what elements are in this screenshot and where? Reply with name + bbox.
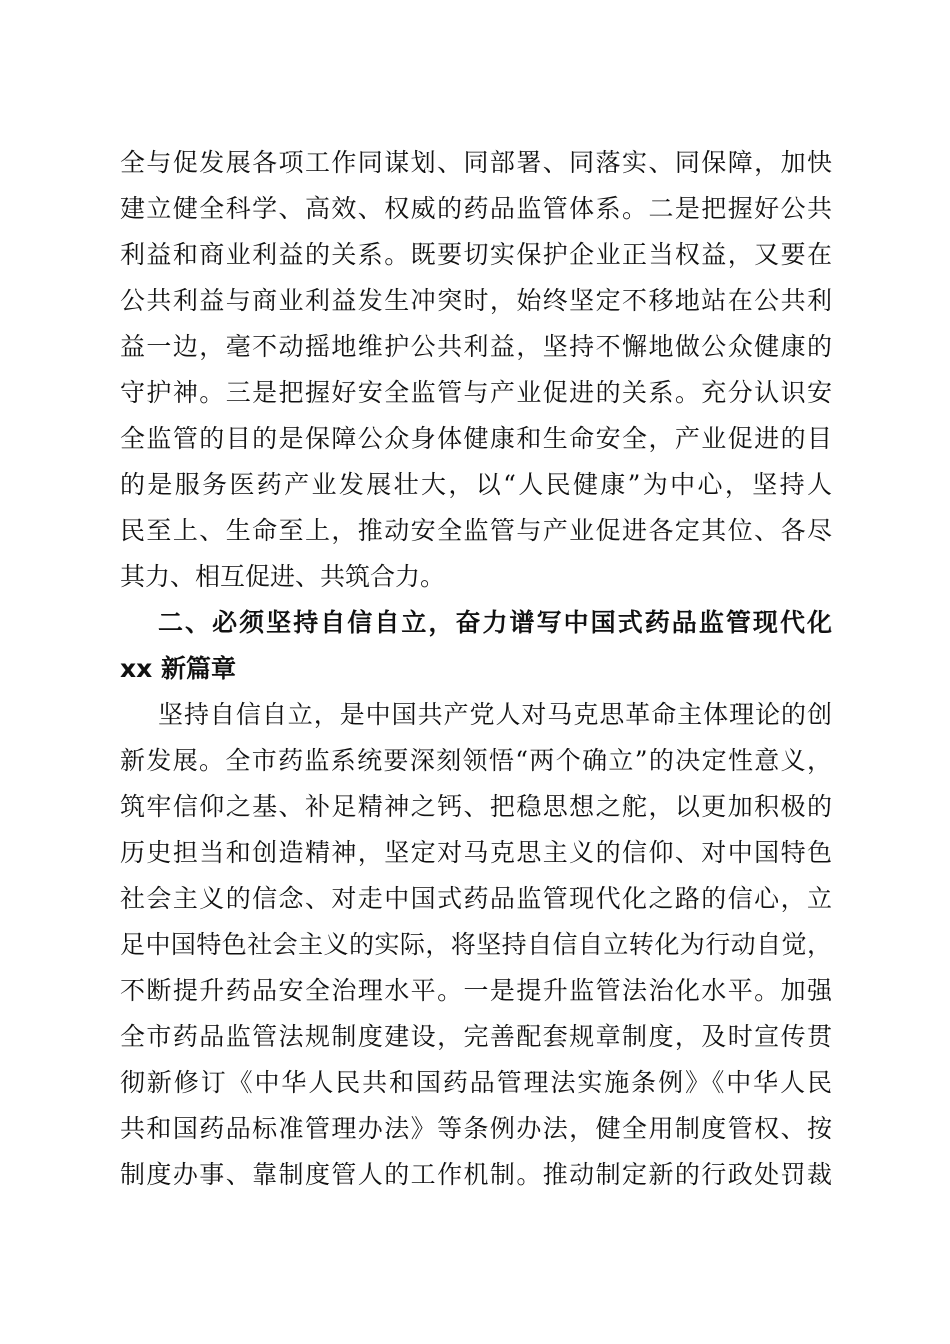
paragraph-2-line-11: 制度办事、靠制度管人的工作机制。推动制定新的行政处罚裁: [120, 1160, 832, 1189]
paragraph-2-line-3: 筑牢信仰之基、补足精神之钙、把稳思想之舵，以更加积极的: [120, 792, 832, 821]
paragraph-2-line-1: 坚持自信自立，是中国共产党人对马克思革命主体理论的创: [158, 700, 832, 729]
paragraph-1-line-2: 建立健全科学、高效、权威的药品监管体系。二是把握好公共: [120, 194, 832, 223]
paragraph-2-line-10: 共和国药品标准管理办法》等条例办法，健全用制度管权、按: [120, 1114, 832, 1143]
paragraph-2-line-6: 足中国特色社会主义的实际，将坚持自信自立转化为行动自觉，: [120, 930, 832, 959]
paragraph-2-line-9: 彻新修订《中华人民共和国药品管理法实施条例》《中华人民: [120, 1068, 832, 1097]
paragraph-1-line-9: 民至上、生命至上，推动安全监管与产业促进各定其位、各尽: [120, 516, 832, 545]
paragraph-1-line-8: 的是服务医药产业发展壮大，以“人民健康”为中心，坚持人: [120, 470, 832, 499]
section-heading-line-2: xx 新篇章: [120, 654, 236, 683]
paragraph-1-line-5: 益一边，毫不动摇地维护公共利益，坚持不懈地做公众健康的: [120, 332, 832, 361]
paragraph-1-line-4: 公共利益与商业利益发生冲突时，始终坚定不移地站在公共利: [120, 286, 832, 315]
paragraph-2-line-7: 不断提升药品安全治理水平。一是提升监管法治化水平。加强: [120, 976, 832, 1005]
paragraph-2-line-8: 全市药品监管法规制度建设，完善配套规章制度，及时宣传贯: [120, 1022, 832, 1051]
paragraph-1-line-3: 利益和商业利益的关系。既要切实保护企业正当权益，又要在: [120, 240, 832, 269]
paragraph-1-line-6: 守护神。三是把握好安全监管与产业促进的关系。充分认识安: [120, 378, 832, 407]
paragraph-1-line-1: 全与促发展各项工作同谋划、同部署、同落实、同保障，加快: [120, 148, 832, 177]
paragraph-2-line-2: 新发展。全市药监系统要深刻领悟“两个确立”的决定性意义，: [120, 746, 832, 775]
paragraph-2-line-4: 历史担当和创造精神，坚定对马克思主义的信仰、对中国特色: [120, 838, 832, 867]
paragraph-1-line-10: 其力、相互促进、共筑合力。: [120, 562, 446, 591]
paragraph-2-line-5: 社会主义的信念、对走中国式药品监管现代化之路的信心，立: [120, 884, 832, 913]
section-heading-line-1: 二、必须坚持自信自立，奋力谱写中国式药品监管现代化: [158, 608, 832, 637]
paragraph-1-line-7: 全监管的目的是保障公众身体健康和生命安全，产业促进的目: [120, 424, 832, 453]
